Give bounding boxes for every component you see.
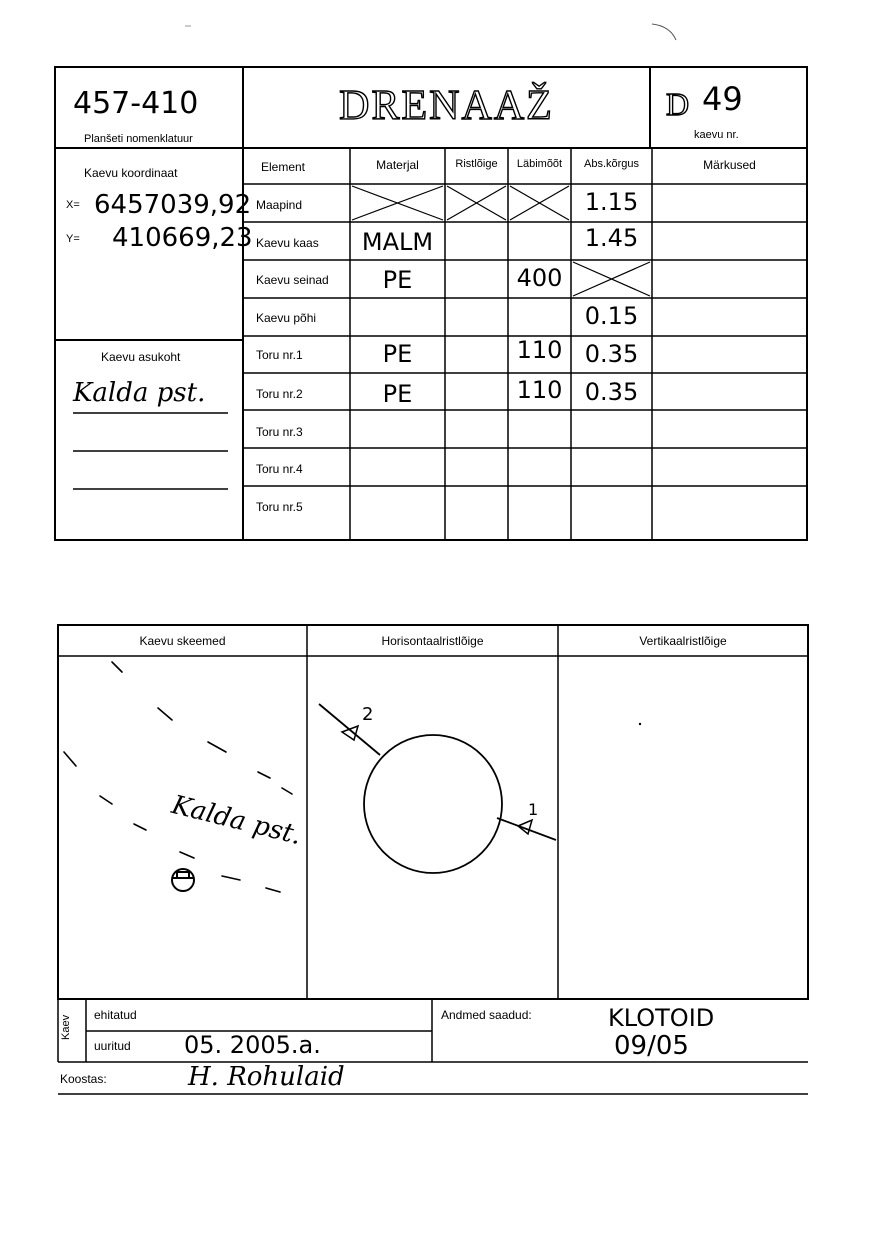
data-received-date: 09/05 xyxy=(614,1031,689,1061)
table-row: Toru nr.3 xyxy=(256,425,303,439)
y-label: Y= xyxy=(66,233,80,245)
cell-material: PE xyxy=(382,340,413,368)
built-label: ehitatud xyxy=(94,1008,137,1022)
surveyed-label: uuritud xyxy=(94,1039,131,1053)
col-header-material: Materjal xyxy=(376,158,419,172)
site-sketch-dashes xyxy=(64,662,292,892)
col-header-abs-height: Abs.kõrgus xyxy=(583,158,640,170)
location-label: Kaevu asukoht xyxy=(101,350,181,364)
well-prefix: D xyxy=(666,86,692,122)
col-header-diameter: Läbimõõt xyxy=(516,158,563,170)
data-received-value: KLOTOID xyxy=(608,1004,715,1032)
coordinates-label: Kaevu koordinaat xyxy=(84,166,178,180)
table-row: Toru nr.2 xyxy=(256,387,303,401)
cell-abs-height: 1.15 xyxy=(584,188,639,216)
compiled-label: Koostas: xyxy=(60,1072,107,1086)
pipe-2-label: 2 xyxy=(362,704,374,725)
x-label: X= xyxy=(66,199,80,211)
col-header-remarks: Märkused xyxy=(703,158,756,172)
data-received-label: Andmed saadud: xyxy=(441,1008,532,1022)
table-row: Toru nr.4 xyxy=(256,462,303,476)
well-symbol-icon xyxy=(172,869,194,891)
col-header-cross-section: Ristlõige xyxy=(455,158,498,170)
cell-abs-height: 1.45 xyxy=(584,224,639,252)
cell-abs-height: 0.15 xyxy=(584,302,639,330)
col-header-element: Element xyxy=(260,160,306,174)
cell-diameter: 400 xyxy=(516,264,563,292)
table-row: Toru nr.1 xyxy=(256,348,303,362)
surveyed-value: 05. 2005.a. xyxy=(184,1031,321,1059)
location-value: Kalda pst. xyxy=(73,378,206,408)
horizontal-section-drawing xyxy=(319,704,556,873)
table-row: Toru nr.5 xyxy=(256,500,303,514)
table-row: Kaevu seinad xyxy=(256,273,329,287)
page-title: DRENAAŽ xyxy=(339,83,554,129)
cell-abs-height: 0.35 xyxy=(584,378,639,406)
cell-material: PE xyxy=(382,380,413,408)
cell-diameter: 110 xyxy=(516,336,563,364)
cell-abs-height: 0.35 xyxy=(584,340,639,368)
well-number: 49 xyxy=(702,80,743,118)
cell-diameter: 110 xyxy=(516,376,563,404)
sketch-street-label: Kalda pst. xyxy=(168,790,305,852)
x-value: 6457039,92 xyxy=(94,190,252,220)
table-row: Kaevu kaas xyxy=(256,236,319,250)
sketch-header-horizontal: Horisontaalristlõige xyxy=(381,634,484,648)
footer-side-label: Kaev xyxy=(60,1014,72,1040)
compiled-value: H. Rohulaid xyxy=(188,1062,345,1092)
sketch-header-schemes: Kaevu skeemed xyxy=(139,634,226,648)
sketch-header-vertical: Vertikaalristlõige xyxy=(639,634,727,648)
table-row: Kaevu põhi xyxy=(256,311,317,325)
nomenclature-label: Planšeti nomenklatuur xyxy=(84,133,193,145)
cell-material: PE xyxy=(382,266,413,294)
pipe-1-label: 1 xyxy=(528,800,539,819)
y-value: 410669,23 xyxy=(112,223,253,253)
nomenclature-value: 457-410 xyxy=(73,86,199,121)
well-number-label: kaevu nr. xyxy=(694,129,739,141)
cell-material: MALM xyxy=(361,228,434,256)
table-row: Maapind xyxy=(256,198,303,212)
